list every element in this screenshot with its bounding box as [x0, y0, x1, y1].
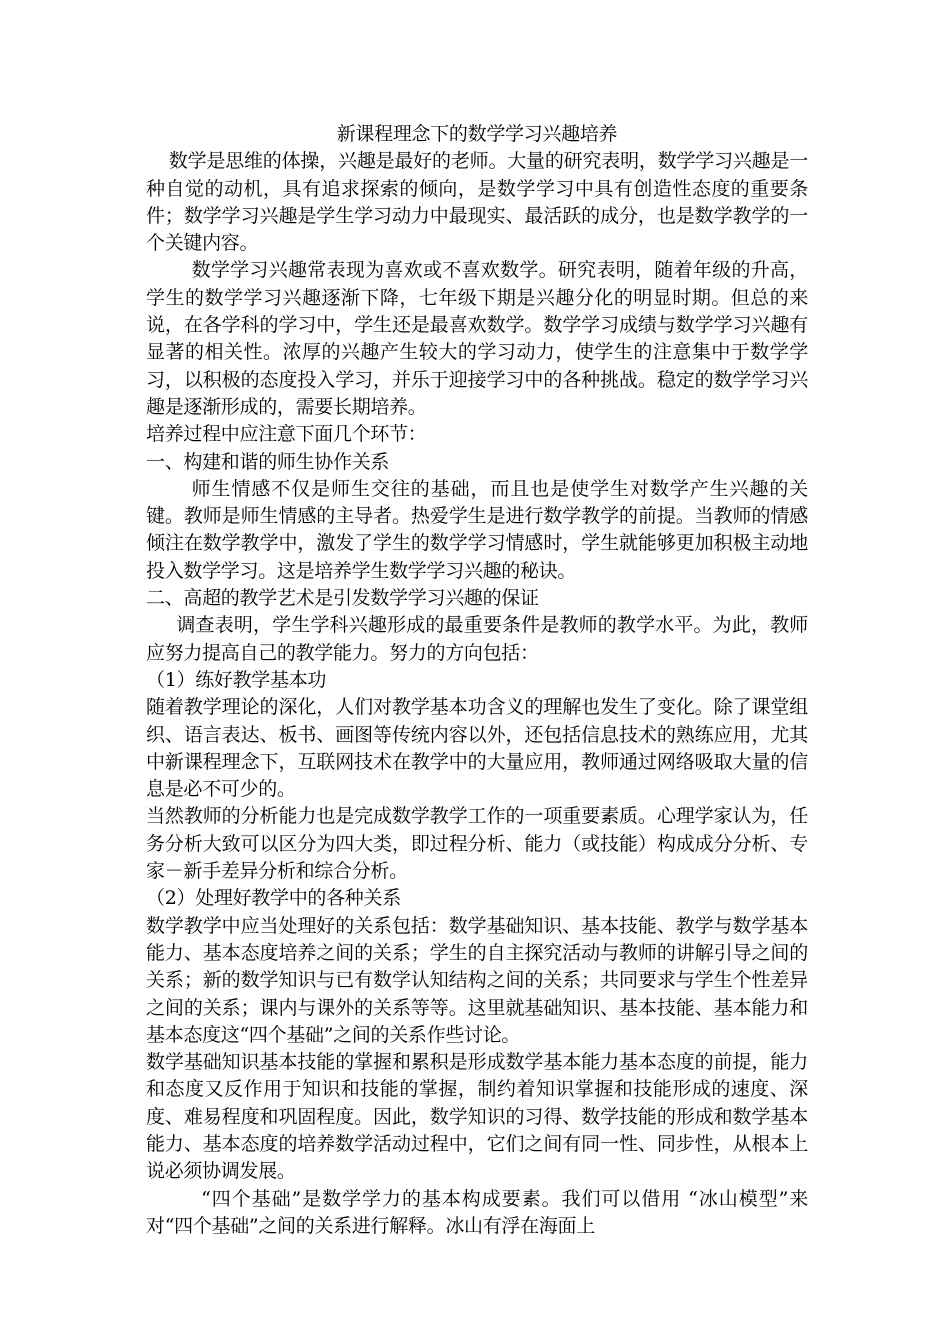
- paragraph-intro: 数学是思维的体操，兴趣是最好的老师。大量的研究表明，数学学习兴趣是一种自觉的动机，具有追求探索的倾向，是数学学习中具有创造性态度的重要条件；数学学习兴趣是学生学习动力中最现实、最活跃的成分，也是数学教学的一个关键内容。: [146, 150, 808, 255]
- paragraph-foundations: 数学基础知识基本技能的掌握和累积是形成数学基本能力基本态度的前提，能力和态度又反作用于知识和技能的掌握，制约着知识掌握和技能形成的速度、深度、难易程度和巩固程度。因此，数学知识的习得、数学技能的形成和数学基本能力、基本态度的培养数学活动过程中，它们之间有同一性、同步性，从根本上说必须协调发展。: [146, 1051, 808, 1183]
- paragraph-survey: 调查表明，学生学科兴趣形成的最重要条件是教师的教学水平。为此，教师应努力提高自己的教学能力。努力的方向包括：: [146, 614, 808, 664]
- section-heading-1: 一、构建和谐的师生协作关系: [146, 450, 390, 473]
- subsection-heading-2: （2）处理好教学中的各种关系: [146, 887, 401, 910]
- subsection-heading-1: （1）练好教学基本功: [146, 668, 327, 691]
- paragraph-interest-expression: 数学学习兴趣常表现为喜欢或不喜欢数学。研究表明，随着年级的升高，学生的数学学习兴趣逐渐下降，七年级下期是兴趣分化的明显时期。但总的来说，在各学科的学习中，学生还是最喜欢数学。数学学习成绩与数学学习兴趣有显著的相关性。浓厚的兴趣产生较大的学习动力，使学生的注意集中于数学学习，以积极的态度投入学习，并乐于迎接学习中的各种挑战。稳定的数学学习兴趣是逐渐形成的，需要长期培养。: [146, 259, 808, 418]
- paragraph-relationships: 数学教学中应当处理好的关系包括：数学基础知识、基本技能、教学与数学基本能力、基本态度培养之间的关系；学生的自主探究活动与教师的讲解引导之间的关系；新的数学知识与已有数学认知结构之间的关系；共同要求与学生个性差异之间的关系；课内与课外的关系等等。这里就基础知识、基本技能、基本能力和基本态度这“四个基础”之间的关系作些讨论。: [146, 914, 808, 1046]
- paragraph-analysis-ability: 当然教师的分析能力也是完成数学教学工作的一项重要素质。心理学家认为，任务分析大致可以区分为四大类，即过程分析、能力（或技能）构成成分分析、专家－新手差异分析和综合分析。: [146, 805, 808, 883]
- paragraph-teacher-student: 师生情感不仅是师生交往的基础，而且也是使学生对数学产生兴趣的关键。教师是师生情感的主导者。热爱学生是进行数学教学的前提。当教师的情感倾注在数学教学中，激发了学生的数学学习情感时，学生就能够更加积极主动地投入数学学习。这是培养学生数学学习兴趣的秘诀。: [146, 477, 808, 582]
- section-heading-2: 二、高超的教学艺术是引发数学学习兴趣的保证: [146, 587, 539, 610]
- paragraph-cultivation-lead: 培养过程中应注意下面几个环节：: [146, 423, 427, 446]
- paragraph-iceberg-model: “四个基础”是数学学力的基本构成要素。我们可以借用 “冰山模型”来对“四个基础”之间的关系进行解释。冰山有浮在海面上: [146, 1187, 808, 1237]
- paragraph-basic-skills: 随着教学理论的深化，人们对教学基本功含义的理解也发生了变化。除了课堂组织、语言表达、板书、画图等传统内容以外，还包括信息技术的熟练应用，尤其中新课程理念下，互联网技术在教学中的大量应用，教师通过网络吸取大量的信息是必不可少的。: [146, 696, 808, 801]
- document-title: 新课程理念下的数学学习兴趣培养: [336, 123, 618, 145]
- document-body: [146, 121, 808, 1240]
